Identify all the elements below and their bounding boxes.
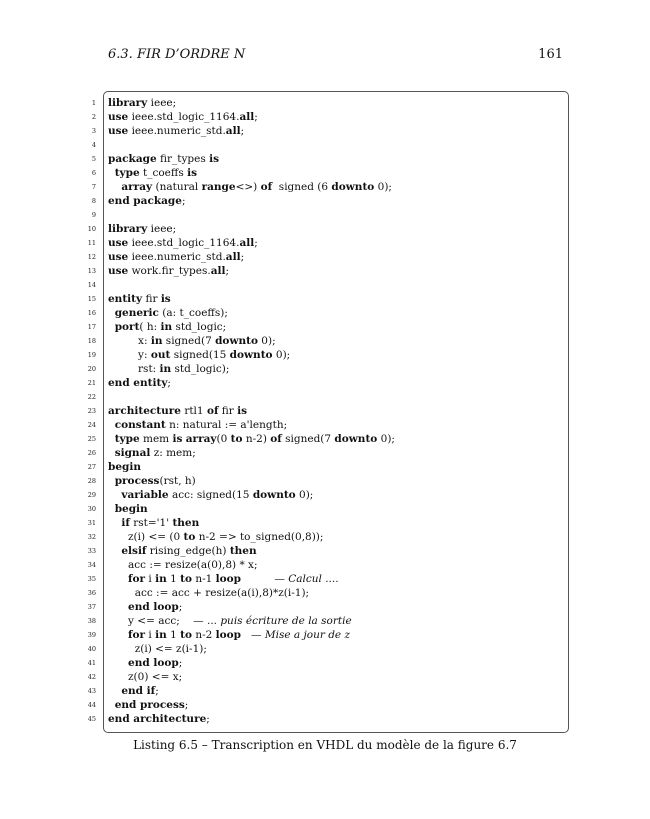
- line-number: 25: [87, 435, 96, 443]
- line-number: 23: [87, 407, 96, 415]
- code-line: [108, 376, 171, 390]
- code-line: [108, 180, 392, 194]
- code-text: [108, 167, 115, 179]
- code-text: std_logic);: [171, 363, 230, 375]
- keyword: array: [121, 181, 153, 193]
- line-number: 44: [87, 701, 96, 709]
- keyword: is: [237, 405, 248, 417]
- code-text: [108, 685, 121, 697]
- code-text: [108, 657, 128, 669]
- code-text: ;: [206, 713, 210, 725]
- code-line: [108, 656, 182, 670]
- line-number: 40: [87, 645, 96, 653]
- code-line: [108, 236, 258, 250]
- code-text: fir_types: [156, 153, 210, 165]
- line-number: 18: [87, 337, 96, 345]
- code-text: [241, 573, 274, 585]
- code-text: n-2 => to_signed(0,8));: [195, 531, 324, 543]
- code-line: [108, 404, 247, 418]
- line-number: 20: [87, 365, 96, 373]
- keyword: begin: [114, 503, 148, 515]
- code-text: x:: [108, 335, 151, 347]
- keyword: entity: [108, 293, 143, 305]
- line-number: 42: [87, 673, 96, 681]
- keyword: end loop: [128, 601, 179, 613]
- line-number: 16: [87, 309, 96, 317]
- keyword: begin: [108, 461, 141, 473]
- code-line: [108, 488, 313, 502]
- keyword: for: [128, 573, 146, 585]
- code-line: [108, 460, 141, 474]
- code-line: [108, 418, 287, 432]
- line-number: 9: [91, 211, 96, 219]
- keyword: generic: [114, 307, 159, 319]
- keyword: signal: [114, 447, 151, 459]
- code-text: z(0) <= x;: [108, 671, 183, 683]
- code-line: [108, 166, 197, 180]
- code-text: [108, 545, 121, 557]
- keyword: end loop: [128, 657, 179, 669]
- code-text: y:: [108, 349, 151, 361]
- keyword: loop: [215, 573, 241, 585]
- code-line: [108, 502, 148, 516]
- keyword: port: [114, 321, 140, 333]
- code-line: [108, 642, 207, 656]
- line-number: 29: [87, 491, 96, 499]
- code-text: ;: [184, 699, 189, 711]
- keyword: to: [183, 531, 196, 543]
- code-text: n-2: [191, 629, 216, 641]
- code-text: n-1: [191, 573, 216, 585]
- code-text: z(i) <= (0: [108, 531, 184, 543]
- code-line: [108, 684, 159, 698]
- code-text: [108, 503, 115, 515]
- line-number: 33: [87, 547, 96, 555]
- keyword: end architecture: [108, 713, 207, 725]
- keyword: to: [230, 433, 243, 445]
- line-number: 8: [91, 197, 96, 205]
- code-line: [108, 558, 258, 572]
- line-number: 14: [87, 281, 96, 289]
- code-line: [108, 474, 196, 488]
- keyword: use: [108, 237, 129, 249]
- keyword: elsif: [121, 545, 147, 557]
- keyword: to: [180, 573, 192, 585]
- code-text: ;: [225, 265, 230, 277]
- comment: — ... puis écriture de la sortie: [193, 615, 352, 627]
- code-text: ieee.std_logic_1164.: [128, 111, 240, 123]
- code-text: work.fir_types.: [128, 265, 211, 277]
- keyword: out: [150, 349, 171, 361]
- keyword: all: [225, 251, 241, 263]
- code-text: (rst, h): [159, 475, 196, 487]
- page-header: [108, 47, 563, 67]
- code-text: 0);: [295, 489, 314, 501]
- line-number: 11: [87, 239, 96, 247]
- code-text: 1: [166, 573, 181, 585]
- code-text: ;: [254, 111, 258, 123]
- line-number: 24: [87, 421, 96, 429]
- line-number: 31: [87, 519, 96, 527]
- code-text: [108, 573, 128, 585]
- section-title: 6.3. FIR D’ORDRE N: [108, 47, 246, 62]
- keyword: variable: [121, 489, 169, 501]
- code-line: [108, 628, 350, 642]
- keyword: in: [160, 321, 173, 333]
- code-text: [108, 699, 115, 711]
- code-text: ieee.numeric_std.: [128, 125, 226, 137]
- line-number: 39: [87, 631, 96, 639]
- keyword: architecture: [108, 405, 181, 417]
- keyword: in: [159, 363, 172, 375]
- keyword: downto: [229, 349, 273, 361]
- code-text: t_coeffs: [139, 167, 188, 179]
- code-text: [108, 489, 121, 501]
- code-text: acc: signed(15: [168, 489, 253, 501]
- code-line: [108, 516, 199, 530]
- keyword: in: [150, 335, 163, 347]
- keyword: library: [108, 97, 148, 109]
- line-number: 27: [87, 463, 96, 471]
- keyword: end package: [108, 195, 182, 207]
- code-text: y <= acc;: [108, 615, 194, 627]
- keyword: use: [108, 251, 129, 263]
- code-text: ( h:: [139, 321, 161, 333]
- code-text: ;: [240, 125, 245, 137]
- keyword: library: [108, 223, 148, 235]
- code-line: [108, 586, 309, 600]
- line-number: 13: [87, 267, 96, 275]
- code-text: z(i) <= z(i-1);: [108, 643, 207, 655]
- line-number: 6: [91, 169, 96, 177]
- code-text: [108, 307, 115, 319]
- keyword: for: [128, 629, 146, 641]
- code-text: mem: [139, 433, 173, 445]
- line-number: 43: [87, 687, 96, 695]
- keyword: use: [108, 265, 129, 277]
- keyword: downto: [334, 433, 378, 445]
- keyword: is: [160, 293, 171, 305]
- code-line: [108, 152, 219, 166]
- keyword: array: [185, 433, 217, 445]
- keyword: downto: [331, 181, 375, 193]
- code-text: [108, 181, 121, 193]
- line-number: 34: [87, 561, 96, 569]
- listing-caption: Listing 6.5 – Transcription en VHDL du modèle de la figure 6.7: [133, 738, 517, 752]
- code-line: [108, 194, 186, 208]
- code-text: rising_edge(h): [146, 545, 230, 557]
- keyword: constant: [114, 419, 166, 431]
- keyword: is: [172, 433, 183, 445]
- code-line: [108, 600, 182, 614]
- code-text: 0);: [377, 433, 395, 445]
- keyword: end if: [121, 685, 156, 697]
- keyword: then: [172, 517, 200, 529]
- keyword: to: [180, 629, 192, 641]
- code-text: <>): [235, 181, 261, 193]
- code-text: acc := acc + resize(a(i),8)*z(i-1);: [108, 587, 310, 599]
- code-line: [108, 334, 276, 348]
- keyword: is: [187, 167, 197, 179]
- line-number: 10: [87, 225, 96, 233]
- line-number: 17: [87, 323, 96, 331]
- code-text: ieee;: [147, 97, 177, 109]
- code-text: signed(15: [170, 349, 230, 361]
- line-number: 1: [91, 99, 96, 107]
- comment: — Calcul ....: [274, 573, 339, 585]
- keyword: downto: [252, 489, 296, 501]
- code-text: ;: [254, 237, 258, 249]
- code-text: acc := resize(a(0),8) * x;: [108, 559, 258, 571]
- code-text: ;: [240, 251, 245, 263]
- line-number: 7: [91, 183, 96, 191]
- code-text: 0);: [272, 349, 291, 361]
- code-text: [108, 517, 121, 529]
- line-number: 22: [87, 393, 96, 401]
- line-number: 35: [87, 575, 96, 583]
- code-text: 0);: [257, 335, 276, 347]
- page-number: 161: [538, 47, 563, 62]
- code-text: n-2): [242, 433, 271, 445]
- line-number: 3: [91, 127, 96, 135]
- code-text: rst:: [108, 363, 160, 375]
- line-number: 38: [87, 617, 96, 625]
- code-line: [108, 320, 226, 334]
- line-number: 28: [87, 477, 96, 485]
- code-text: ;: [155, 685, 159, 697]
- code-line: [108, 222, 176, 236]
- keyword: process: [114, 475, 160, 487]
- code-line: [108, 432, 395, 446]
- code-line: [108, 110, 258, 124]
- line-number: 41: [87, 659, 96, 667]
- line-number: 37: [87, 603, 96, 611]
- keyword: type: [114, 167, 140, 179]
- keyword: is: [209, 153, 219, 165]
- keyword: if: [121, 517, 130, 529]
- code-text: ;: [178, 601, 183, 613]
- keyword: of: [206, 405, 219, 417]
- code-text: ;: [181, 195, 186, 207]
- keyword: then: [229, 545, 257, 557]
- code-text: signed(7: [162, 335, 216, 347]
- code-line: [108, 446, 196, 460]
- line-number: 30: [87, 505, 96, 513]
- code-text: n: natural := a'length;: [165, 419, 288, 431]
- keyword: all: [239, 237, 255, 249]
- code-text: [108, 475, 115, 487]
- code-text: (0: [216, 433, 231, 445]
- code-text: i: [145, 629, 156, 641]
- code-text: fir: [142, 293, 161, 305]
- code-text: ieee.std_logic_1164.: [128, 237, 240, 249]
- keyword: in: [155, 629, 167, 641]
- keyword: all: [239, 111, 255, 123]
- keyword: of: [270, 433, 282, 445]
- code-text: ieee;: [147, 223, 177, 235]
- code-text: z: mem;: [150, 447, 196, 459]
- code-line: [108, 712, 210, 726]
- line-number: 32: [87, 533, 96, 541]
- line-number: 2: [91, 113, 96, 121]
- code-text: fir: [218, 405, 238, 417]
- code-text: ieee.numeric_std.: [128, 251, 226, 263]
- code-text: [108, 447, 115, 459]
- keyword: end entity: [108, 377, 168, 389]
- code-line: [108, 250, 244, 264]
- line-number: 45: [87, 715, 96, 723]
- code-line: [108, 698, 188, 712]
- line-number: 4: [91, 141, 96, 149]
- code-line: [108, 124, 244, 138]
- code-line: [108, 96, 176, 110]
- code-text: ;: [167, 377, 171, 389]
- code-text: (a: t_coeffs);: [158, 307, 228, 319]
- keyword: all: [210, 265, 226, 277]
- code-line: [108, 670, 182, 684]
- keyword: type: [114, 433, 140, 445]
- code-line: [108, 306, 228, 320]
- code-text: i: [145, 573, 156, 585]
- comment: — Mise a jour de z: [251, 629, 351, 641]
- code-text: signed(7: [281, 433, 335, 445]
- code-text: ;: [178, 657, 183, 669]
- code-text: (natural: [152, 181, 202, 193]
- code-text: rtl1: [180, 405, 207, 417]
- code-text: signed (6: [272, 181, 332, 193]
- code-text: [108, 321, 115, 333]
- keyword: all: [225, 125, 241, 137]
- code-text: std_logic;: [172, 321, 227, 333]
- code-text: [241, 629, 251, 641]
- code-line: [108, 572, 339, 586]
- code-text: [108, 419, 115, 431]
- line-number: 15: [87, 295, 96, 303]
- code-line: [108, 264, 229, 278]
- code-text: [108, 629, 128, 641]
- code-line: [108, 348, 290, 362]
- line-number: 26: [87, 449, 96, 457]
- keyword: of: [260, 181, 273, 193]
- keyword: downto: [215, 335, 258, 347]
- code-line: [108, 292, 171, 306]
- code-text: 0);: [374, 181, 392, 193]
- line-number: 36: [87, 589, 96, 597]
- line-number: 12: [87, 253, 96, 261]
- keyword: loop: [215, 629, 241, 641]
- code-text: rst='1': [129, 517, 173, 529]
- code-line: [108, 544, 257, 558]
- keyword: in: [155, 573, 167, 585]
- keyword: end process: [114, 699, 185, 711]
- line-number: 19: [87, 351, 96, 359]
- keyword: range: [201, 181, 236, 193]
- code-text: [108, 433, 115, 445]
- code-line: [108, 362, 229, 376]
- keyword: package: [108, 153, 157, 165]
- keyword: use: [108, 111, 129, 123]
- code-text: [108, 601, 128, 613]
- code-line: [108, 530, 323, 544]
- keyword: use: [108, 125, 129, 137]
- line-number: 21: [87, 379, 96, 387]
- line-number: 5: [91, 155, 96, 163]
- code-line: [108, 614, 352, 628]
- code-text: 1: [166, 629, 181, 641]
